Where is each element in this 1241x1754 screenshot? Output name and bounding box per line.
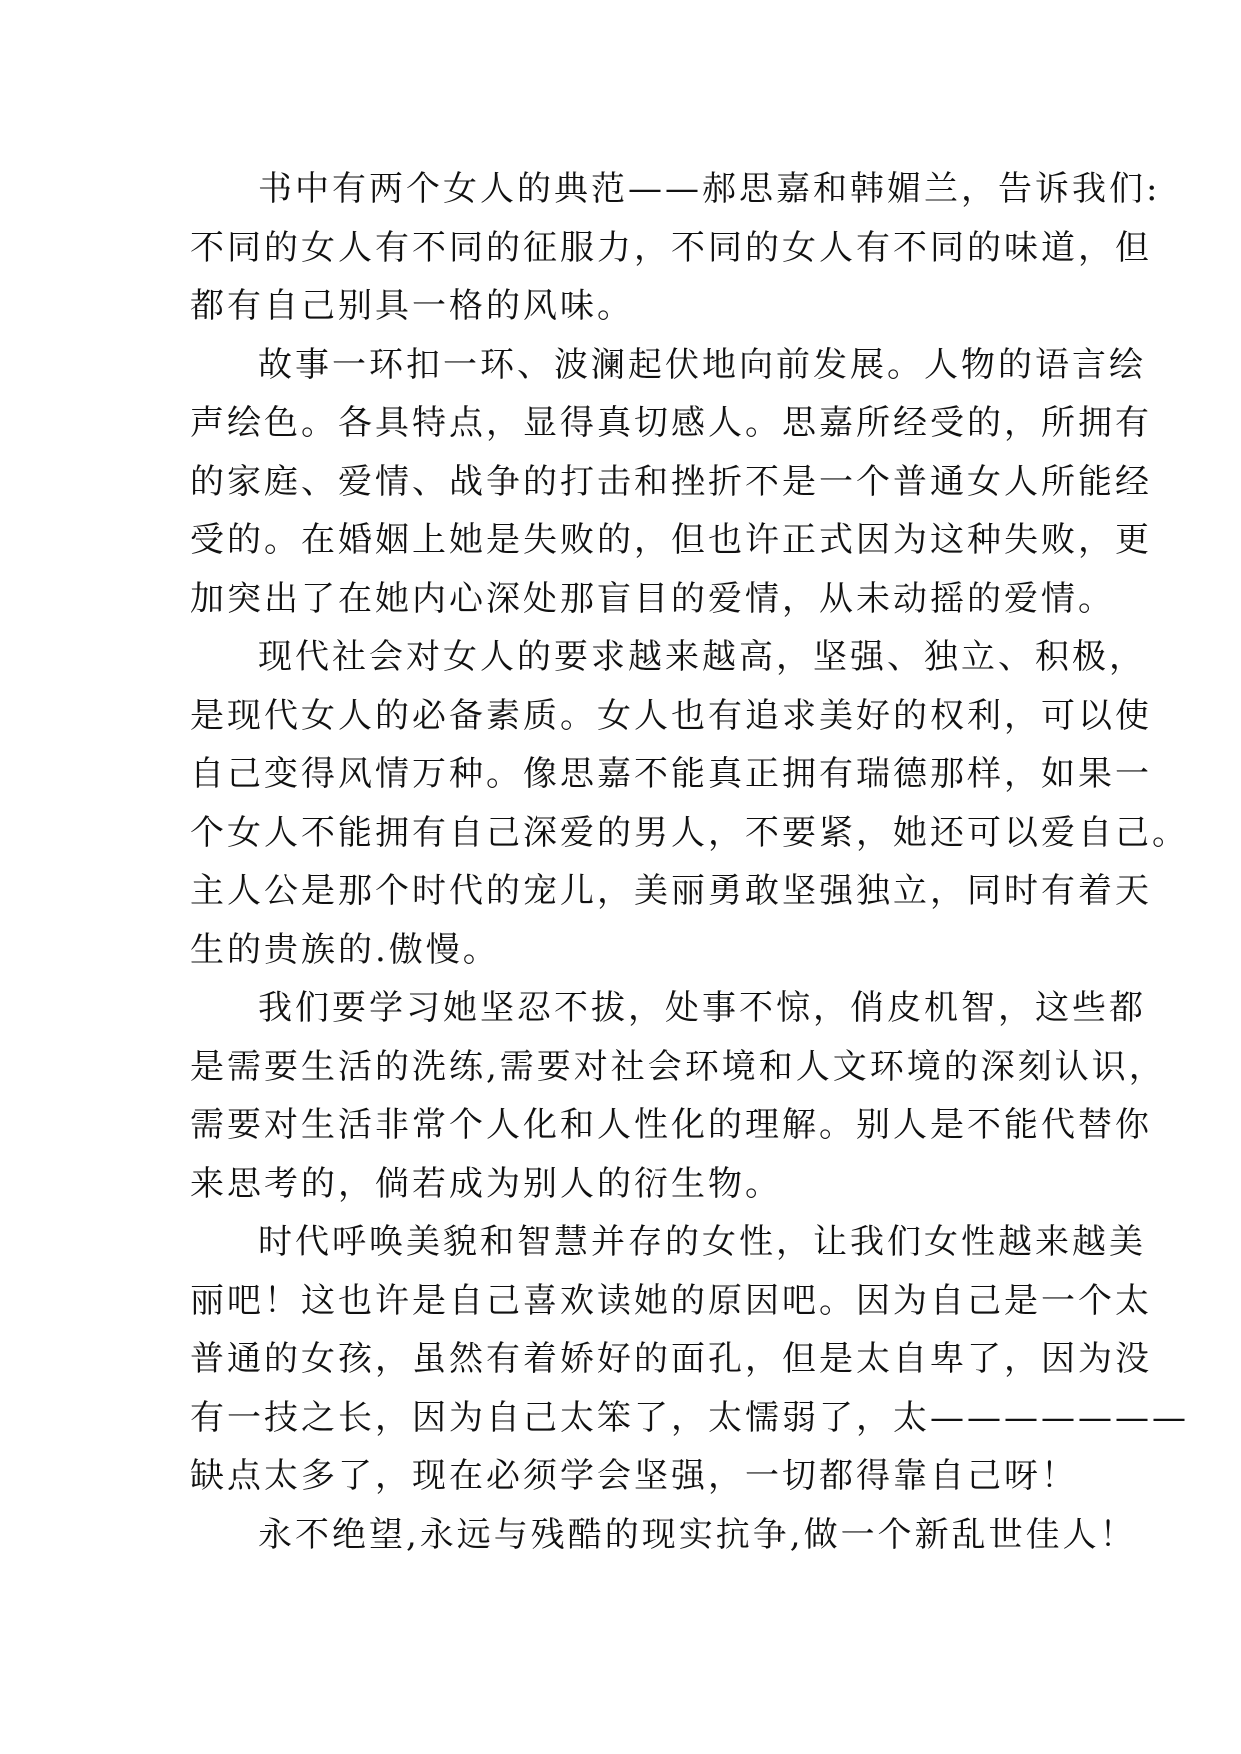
text-line: 生的贵族的.傲慢。 (190, 929, 500, 970)
text-line: 声绘色。各具特点，显得真切感人。思嘉所经受的，所拥有 (190, 403, 1152, 443)
text-line: 主人公是那个时代的宠儿，美丽勇敢坚强独立，同时有着天 (190, 871, 1152, 911)
text-line: 我们要学习她坚忍不拔，处事不惊，俏皮机智，这些都 (258, 988, 1146, 1028)
text-line: 现代社会对女人的要求越来越高，坚强、独立、积极， (258, 637, 1146, 677)
paragraph-4 (190, 979, 1166, 1213)
text-line: 是现代女人的必备素质。女人也有追求美好的权利，可以使 (190, 695, 1152, 736)
text-line: 都有自己别具一格的风味。 (190, 286, 634, 326)
text-line: 加突出了在她内心深处那盲目的爱情，从未动摇的爱情。 (190, 578, 1115, 619)
paragraph-1 (190, 160, 1161, 336)
paragraph-2 (190, 336, 1152, 629)
text-line: 有一技之长，因为自己太笨了，太懦弱了，太——————— (190, 1397, 1189, 1438)
text-line: 的家庭、爱情、战争的打击和挫折不是一个普通女人所能经 (190, 461, 1152, 502)
text-line: 个女人不能拥有自己深爱的男人，不要紧，她还可以爱自己。 (190, 812, 1189, 853)
text-line: 故事一环扣一环、波澜起伏地向前发展。人物的语言绘 (258, 344, 1146, 385)
text-line: 丽吧！这也许是自己喜欢读她的原因吧。因为自己是一个太 (190, 1280, 1152, 1321)
text-line: 书中有两个女人的典范——郝思嘉和韩媚兰，告诉我们: (258, 169, 1161, 209)
text-line: 缺点太多了，现在必须学会坚强，一切都得靠自己呀！ (190, 1456, 1078, 1496)
text-line: 时代呼唤美貌和智慧并存的女性，让我们女性越来越美 (258, 1222, 1146, 1262)
document-body (190, 160, 1189, 1564)
text-line: 是需要生活的洗练,需要对社会环境和人文环境的深刻认识， (190, 1046, 1166, 1087)
paragraph-6 (190, 1506, 1137, 1565)
text-line: 来思考的，倘若成为别人的衍生物。 (190, 1163, 782, 1204)
text-line: 不同的女人有不同的征服力，不同的女人有不同的味道，但 (190, 227, 1152, 268)
text-line: 需要对生活非常个人化和人性化的理解。别人是不能代替你 (190, 1105, 1152, 1145)
paragraph-3 (190, 628, 1189, 979)
text-line: 普通的女孩，虽然有着娇好的面孔，但是太自卑了，因为没 (190, 1339, 1152, 1379)
paragraph-5 (190, 1213, 1189, 1506)
text-line: 受的。在婚姻上她是失败的，但也许正式因为这种失败，更 (190, 520, 1152, 560)
text-line: 自己变得风情万种。像思嘉不能真正拥有瑞德那样，如果一 (190, 754, 1152, 794)
text-line: 永不绝望,永远与残酷的现实抗争,做一个新乱世佳人！ (258, 1514, 1137, 1555)
